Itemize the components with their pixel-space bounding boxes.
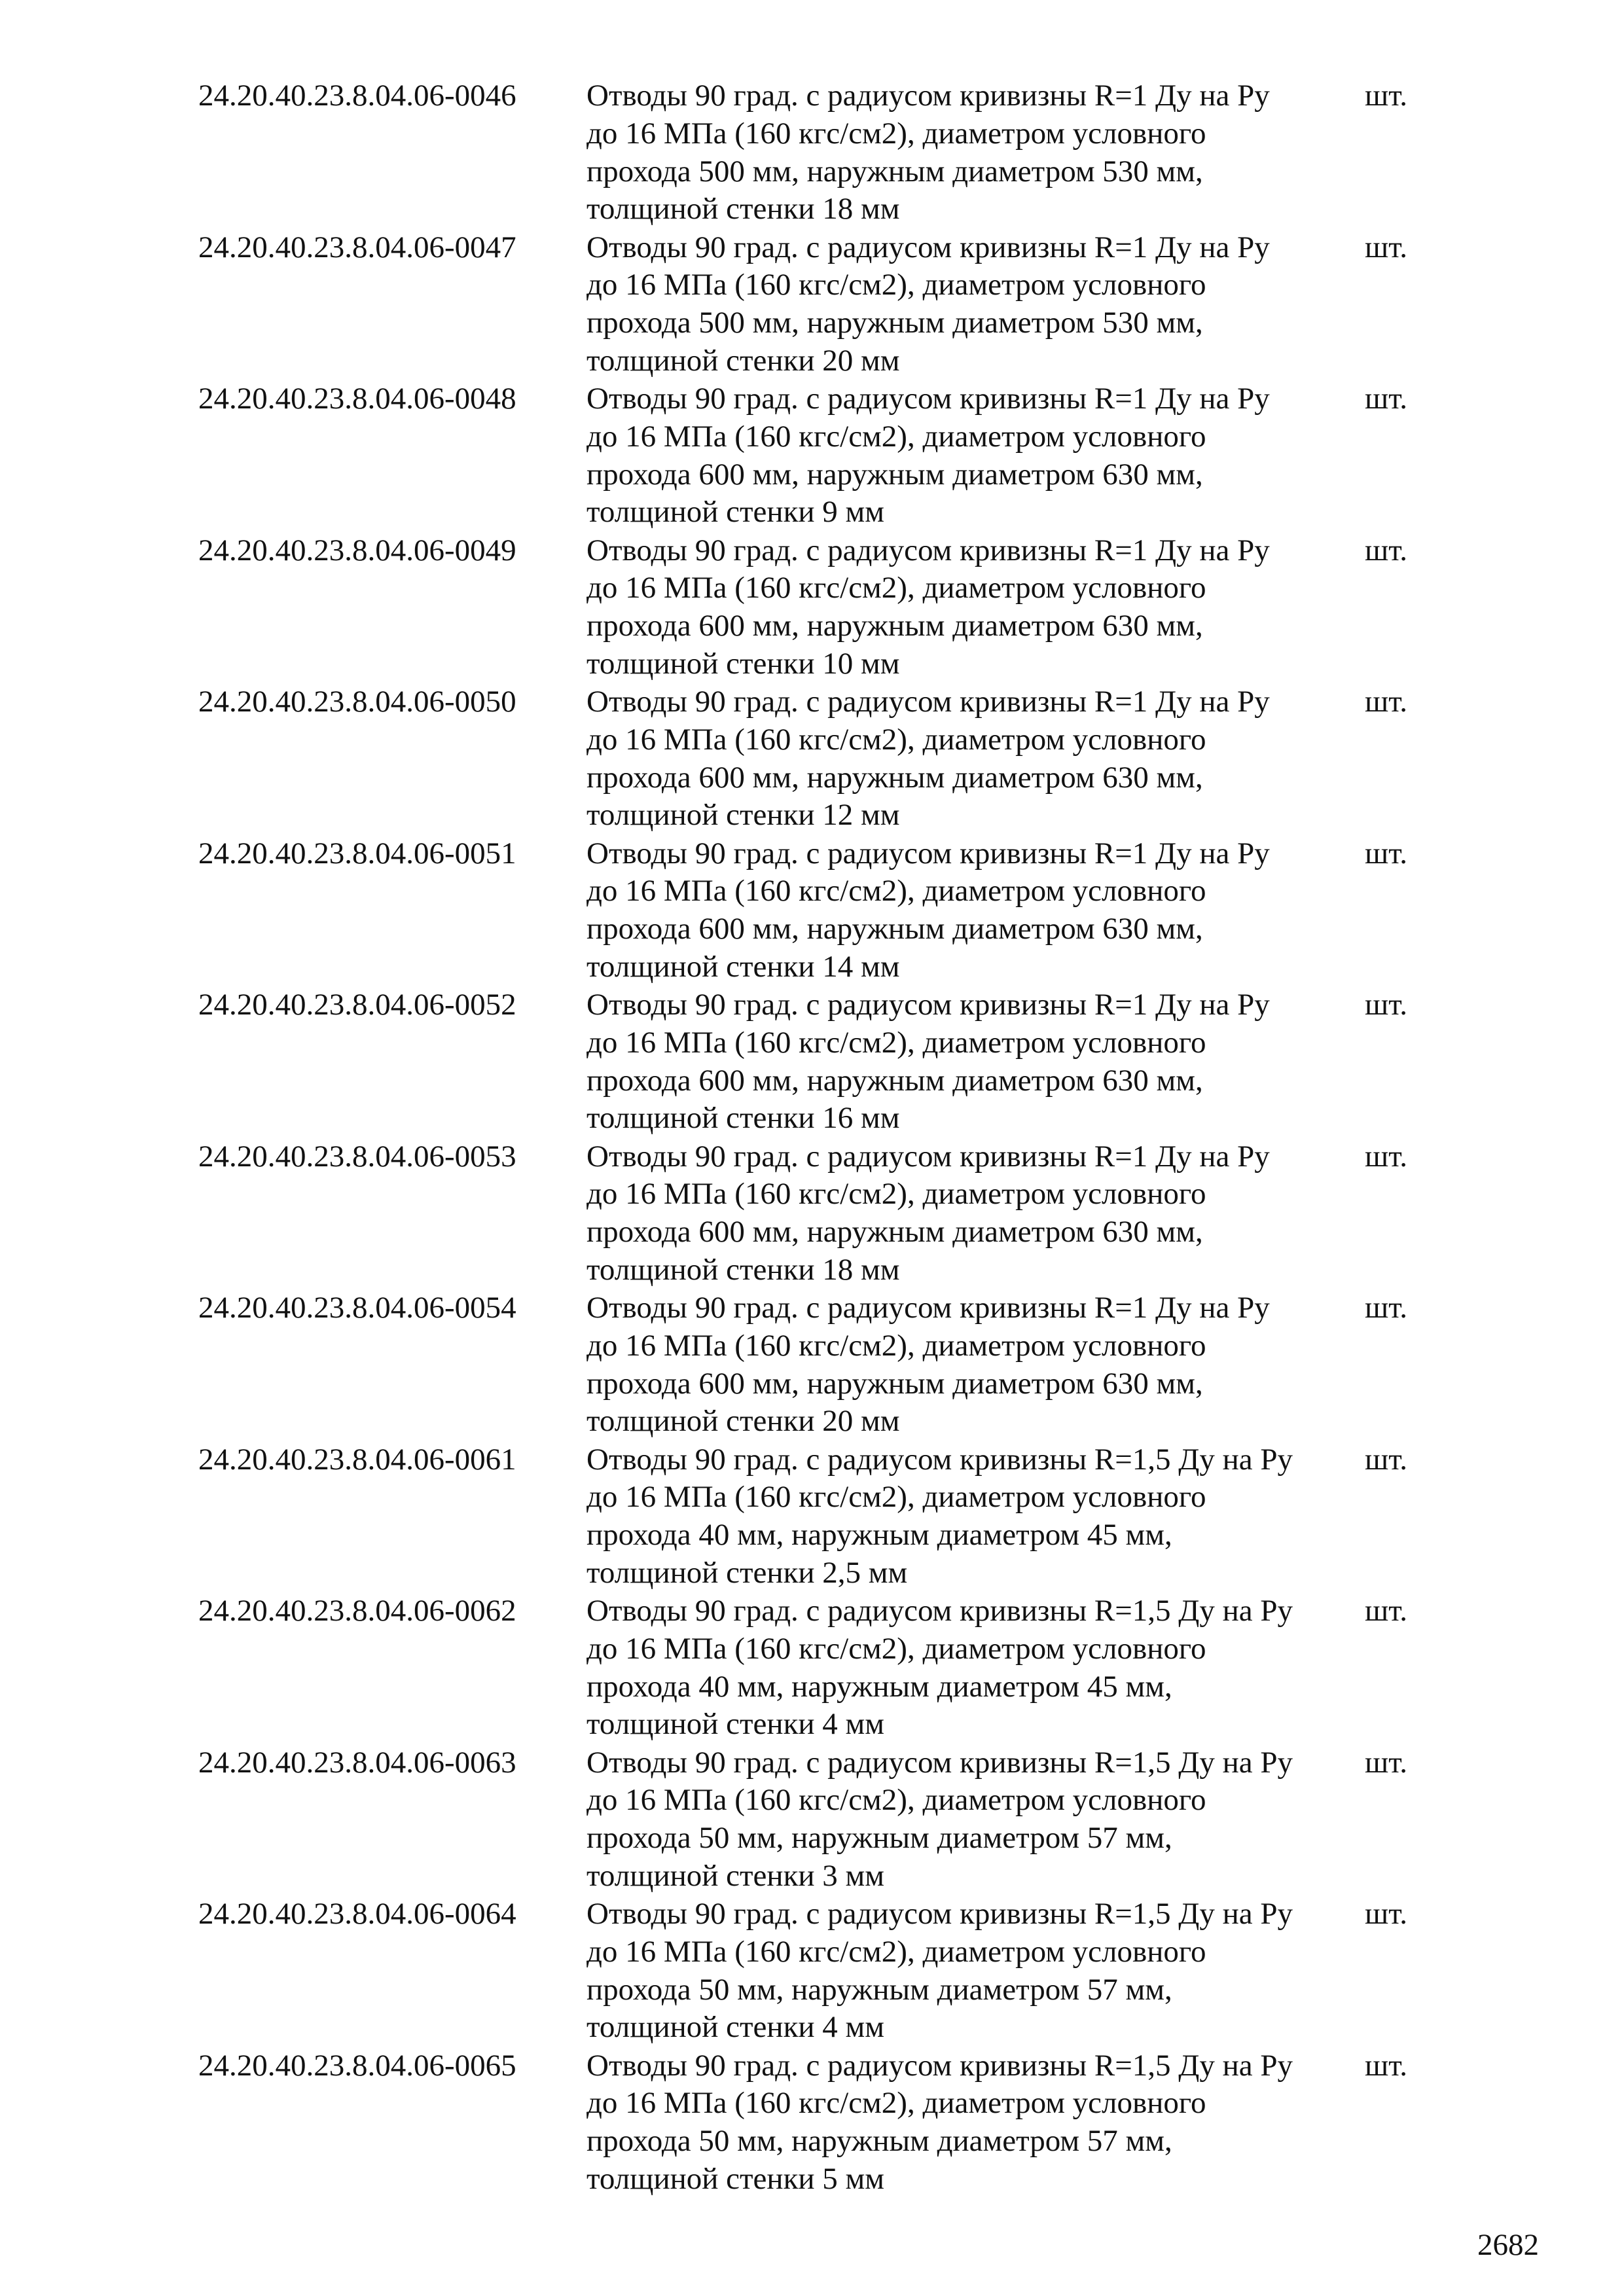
page-number: 2682	[1477, 2228, 1539, 2262]
resource-code: 24.20.40.23.8.04.06-0063	[198, 1745, 516, 1780]
description-line: Отводы 90 град. с радиусом кривизны R=1 Ду на Ру	[586, 685, 1270, 719]
description-line: толщиной стенки 12 мм	[586, 798, 900, 833]
resource-code: 24.20.40.23.8.04.06-0048	[198, 382, 516, 416]
resource-description	[586, 1744, 1359, 1895]
resource-description	[586, 1289, 1359, 1441]
description-line: до 16 МПа (160 кгс/см2), диаметром условного	[586, 571, 1206, 605]
unit-of-measure: шт.	[1365, 2048, 1407, 2083]
description-line: Отводы 90 град. с радиусом кривизны R=1 Ду на Ру	[586, 836, 1270, 870]
unit-of-measure: шт.	[1365, 1291, 1407, 1325]
unit-of-measure: шт.	[1365, 1897, 1407, 1931]
description-line: прохода 600 мм, наружным диаметром 630 мм,	[586, 912, 1203, 946]
table-row	[0, 532, 1624, 684]
table-row	[0, 683, 1624, 835]
description-line: прохода 600 мм, наружным диаметром 630 мм,	[586, 457, 1203, 492]
unit-of-measure: шт.	[1365, 533, 1407, 567]
table-row	[0, 2047, 1624, 2199]
description-line: Отводы 90 град. с радиусом кривизны R=1,5 Ду на Ру	[586, 1745, 1293, 1780]
description-line: прохода 600 мм, наружным диаметром 630 мм,	[586, 1215, 1203, 1249]
description-line: до 16 МПа (160 кгс/см2), диаметром условного	[586, 1480, 1206, 1515]
description-line: до 16 МПа (160 кгс/см2), диаметром условного	[586, 2086, 1206, 2121]
description-line: прохода 40 мм, наружным диаметром 45 мм,	[586, 1518, 1172, 1552]
description-line: толщиной стенки 18 мм	[586, 1252, 900, 1287]
unit-of-measure: шт.	[1365, 382, 1407, 416]
description-line: Отводы 90 град. с радиусом кривизны R=1,5 Ду на Ру	[586, 2048, 1293, 2083]
table-row	[0, 1895, 1624, 2047]
description-line: Отводы 90 град. с радиусом кривизны R=1,5 Ду на Ру	[586, 1897, 1293, 1931]
table-row	[0, 1744, 1624, 1896]
description-line: прохода 500 мм, наружным диаметром 530 мм,	[586, 306, 1203, 340]
resource-description	[586, 1592, 1359, 1744]
description-line: толщиной стенки 3 мм	[586, 1858, 885, 1893]
description-line: до 16 МПа (160 кгс/см2), диаметром условного	[586, 1783, 1206, 1818]
description-line: толщиной стенки 10 мм	[586, 646, 900, 681]
description-line: толщиной стенки 4 мм	[586, 2010, 885, 2045]
resource-description	[586, 683, 1359, 834]
resource-code: 24.20.40.23.8.04.06-0061	[198, 1442, 516, 1477]
description-line: толщиной стенки 5 мм	[586, 2161, 885, 2196]
resource-description	[586, 835, 1359, 986]
description-line: прохода 50 мм, наружным диаметром 57 мм,	[586, 1972, 1172, 2007]
description-line: прохода 500 мм, наружным диаметром 530 мм,	[586, 154, 1203, 188]
resource-description	[586, 77, 1359, 228]
description-line: до 16 МПа (160 кгс/см2), диаметром условного	[586, 116, 1206, 151]
unit-of-measure: шт.	[1365, 1594, 1407, 1628]
unit-of-measure: шт.	[1365, 79, 1407, 113]
description-line: прохода 600 мм, наружным диаметром 630 мм,	[586, 609, 1203, 643]
unit-of-measure: шт.	[1365, 988, 1407, 1022]
unit-of-measure: шт.	[1365, 836, 1407, 870]
resource-description	[586, 1441, 1359, 1592]
description-line: Отводы 90 град. с радиусом кривизны R=1 Ду на Ру	[586, 230, 1270, 264]
resource-description	[586, 2047, 1359, 2198]
table-row	[0, 1592, 1624, 1744]
resource-description	[586, 1138, 1359, 1289]
unit-of-measure: шт.	[1365, 685, 1407, 719]
unit-of-measure: шт.	[1365, 1139, 1407, 1174]
resource-description	[586, 229, 1359, 380]
description-line: до 16 МПа (160 кгс/см2), диаметром условного	[586, 1631, 1206, 1666]
description-line: Отводы 90 град. с радиусом кривизны R=1,5 Ду на Ру	[586, 1442, 1293, 1477]
description-line: Отводы 90 град. с радиусом кривизны R=1 Ду на Ру	[586, 382, 1270, 416]
description-line: Отводы 90 град. с радиусом кривизны R=1 Ду на Ру	[586, 1291, 1270, 1325]
description-line: до 16 МПа (160 кгс/см2), диаметром условного	[586, 874, 1206, 908]
description-line: прохода 40 мм, наружным диаметром 45 мм,	[586, 1669, 1172, 1704]
table-row	[0, 1441, 1624, 1593]
resource-description	[586, 1895, 1359, 2047]
description-line: до 16 МПа (160 кгс/см2), диаметром условного	[586, 268, 1206, 302]
description-line: Отводы 90 град. с радиусом кривизны R=1,5 Ду на Ру	[586, 1594, 1293, 1628]
resource-code: 24.20.40.23.8.04.06-0047	[198, 230, 516, 264]
table-row	[0, 1289, 1624, 1441]
resource-code: 24.20.40.23.8.04.06-0065	[198, 2048, 516, 2083]
table-row	[0, 229, 1624, 381]
unit-of-measure: шт.	[1365, 1745, 1407, 1780]
resource-code: 24.20.40.23.8.04.06-0051	[198, 836, 516, 870]
resource-code: 24.20.40.23.8.04.06-0062	[198, 1594, 516, 1628]
description-line: Отводы 90 град. с радиусом кривизны R=1 Ду на Ру	[586, 1139, 1270, 1174]
price-list	[0, 77, 1624, 2198]
description-line: толщиной стенки 20 мм	[586, 1404, 900, 1439]
resource-code: 24.20.40.23.8.04.06-0046	[198, 79, 516, 113]
resource-code: 24.20.40.23.8.04.06-0054	[198, 1291, 516, 1325]
description-line: до 16 МПа (160 кгс/см2), диаметром условного	[586, 722, 1206, 757]
description-line: до 16 МПа (160 кгс/см2), диаметром условного	[586, 1934, 1206, 1969]
description-line: толщиной стенки 14 мм	[586, 949, 900, 984]
description-line: Отводы 90 град. с радиусом кривизны R=1 Ду на Ру	[586, 988, 1270, 1022]
resource-code: 24.20.40.23.8.04.06-0053	[198, 1139, 516, 1174]
table-row	[0, 835, 1624, 987]
description-line: толщиной стенки 4 мм	[586, 1707, 885, 1742]
resource-code: 24.20.40.23.8.04.06-0049	[198, 533, 516, 567]
description-line: прохода 600 мм, наружным диаметром 630 мм,	[586, 760, 1203, 795]
description-line: до 16 МПа (160 кгс/см2), диаметром условного	[586, 419, 1206, 454]
description-line: толщиной стенки 2,5 мм	[586, 1555, 908, 1590]
description-line: до 16 МПа (160 кгс/см2), диаметром условного	[586, 1328, 1206, 1363]
table-row	[0, 986, 1624, 1138]
description-line: толщиной стенки 9 мм	[586, 495, 885, 529]
table-row	[0, 1138, 1624, 1290]
description-line: толщиной стенки 16 мм	[586, 1101, 900, 1136]
resource-code: 24.20.40.23.8.04.06-0050	[198, 685, 516, 719]
table-row	[0, 77, 1624, 229]
description-line: толщиной стенки 20 мм	[586, 343, 900, 378]
description-line: прохода 50 мм, наружным диаметром 57 мм,	[586, 1821, 1172, 1856]
table-row	[0, 380, 1624, 532]
resource-code: 24.20.40.23.8.04.06-0064	[198, 1897, 516, 1931]
resource-description	[586, 380, 1359, 531]
description-line: прохода 50 мм, наружным диаметром 57 мм,	[586, 2124, 1172, 2159]
description-line: толщиной стенки 18 мм	[586, 192, 900, 226]
unit-of-measure: шт.	[1365, 230, 1407, 264]
description-line: до 16 МПа (160 кгс/см2), диаметром условного	[586, 1025, 1206, 1060]
resource-code: 24.20.40.23.8.04.06-0052	[198, 988, 516, 1022]
description-line: Отводы 90 град. с радиусом кривизны R=1 Ду на Ру	[586, 533, 1270, 567]
resource-description	[586, 986, 1359, 1138]
description-line: Отводы 90 град. с радиусом кривизны R=1 Ду на Ру	[586, 79, 1270, 113]
description-line: до 16 МПа (160 кгс/см2), диаметром условного	[586, 1177, 1206, 1211]
description-line: прохода 600 мм, наружным диаметром 630 мм,	[586, 1063, 1203, 1098]
description-line: прохода 600 мм, наружным диаметром 630 мм,	[586, 1366, 1203, 1401]
resource-description	[586, 532, 1359, 683]
unit-of-measure: шт.	[1365, 1442, 1407, 1477]
